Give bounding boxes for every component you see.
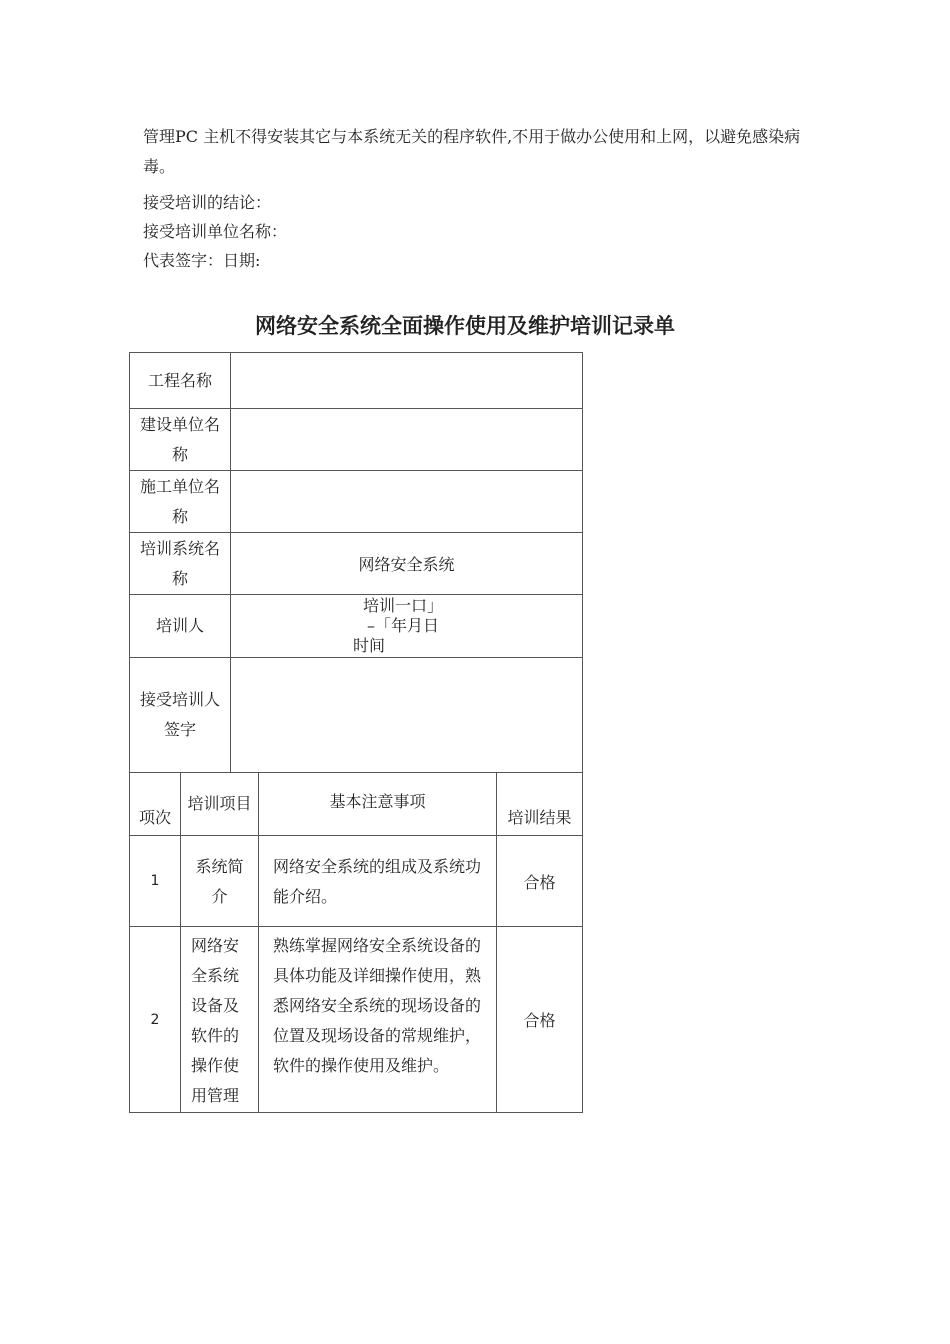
row-item: 系统简介 — [181, 836, 259, 927]
row-notes: 熟练掌握网络安全系统设备的具体功能及详细操作使用，熟悉网络安全系统的现场设备的位置及现场设备的常规维护，软件的操作使用及维护。 — [259, 927, 497, 1113]
row-result: 合格 — [497, 927, 583, 1113]
contractor-row — [130, 471, 583, 533]
intro-paragraph: 管理PC 主机不得安装其它与本系统无关的程序软件,不用于做办公使用和上网，以避免感染病毒。 — [143, 127, 801, 176]
construction-unit-label: 建设单位名称 — [130, 409, 231, 471]
trainee-signature-label: 接受培训人签字 — [130, 658, 231, 773]
form-title: 网络安全系统全面操作使用及维护培训记录单 — [255, 314, 675, 338]
training-conclusion-label: 接受培训的结论： — [143, 193, 272, 212]
trainee-signature-row — [130, 658, 583, 773]
contractor-value — [231, 471, 583, 533]
header-item: 培训项目 — [181, 773, 259, 836]
row-index: 2 — [130, 927, 181, 1113]
trainee-signature-value — [231, 658, 583, 773]
system-name-value: 网络安全系统 — [231, 533, 583, 595]
header-index: 项次 — [130, 773, 181, 836]
trainer-row — [130, 595, 583, 658]
project-name-value — [231, 353, 583, 409]
items-header-row — [130, 773, 583, 836]
trainer-line-3: 时间 — [353, 636, 386, 655]
training-record-table — [129, 352, 583, 1113]
row-index: 1 — [130, 836, 181, 927]
row-item: 网络安全系统设备及软件的操作使用管理 — [181, 927, 259, 1113]
trainer-line-1: 培训一口」 — [363, 596, 444, 615]
construction-unit-row — [130, 409, 583, 471]
row-notes: 网络安全系统的组成及系统功能介绍。 — [259, 836, 497, 927]
training-unit-label: 接受培训单位名称： — [143, 222, 288, 241]
header-notes: 基本注意事项 — [259, 773, 497, 836]
system-name-row — [130, 533, 583, 595]
header-result: 培训结果 — [497, 773, 583, 836]
intro-section — [143, 122, 823, 275]
project-name-label: 工程名称 — [130, 353, 231, 409]
trainer-time-value — [231, 595, 583, 658]
system-name-label: 培训系统名称 — [130, 533, 231, 595]
project-name-row — [130, 353, 583, 409]
table-row — [130, 927, 583, 1113]
representative-signature-label: 代表签字：日期: — [143, 251, 261, 270]
contractor-label: 施工单位名称 — [130, 471, 231, 533]
row-result: 合格 — [497, 836, 583, 927]
table-row — [130, 836, 583, 927]
trainer-label: 培训人 — [130, 595, 231, 658]
trainer-line-2: –「年月日 — [367, 616, 440, 635]
construction-unit-value — [231, 409, 583, 471]
